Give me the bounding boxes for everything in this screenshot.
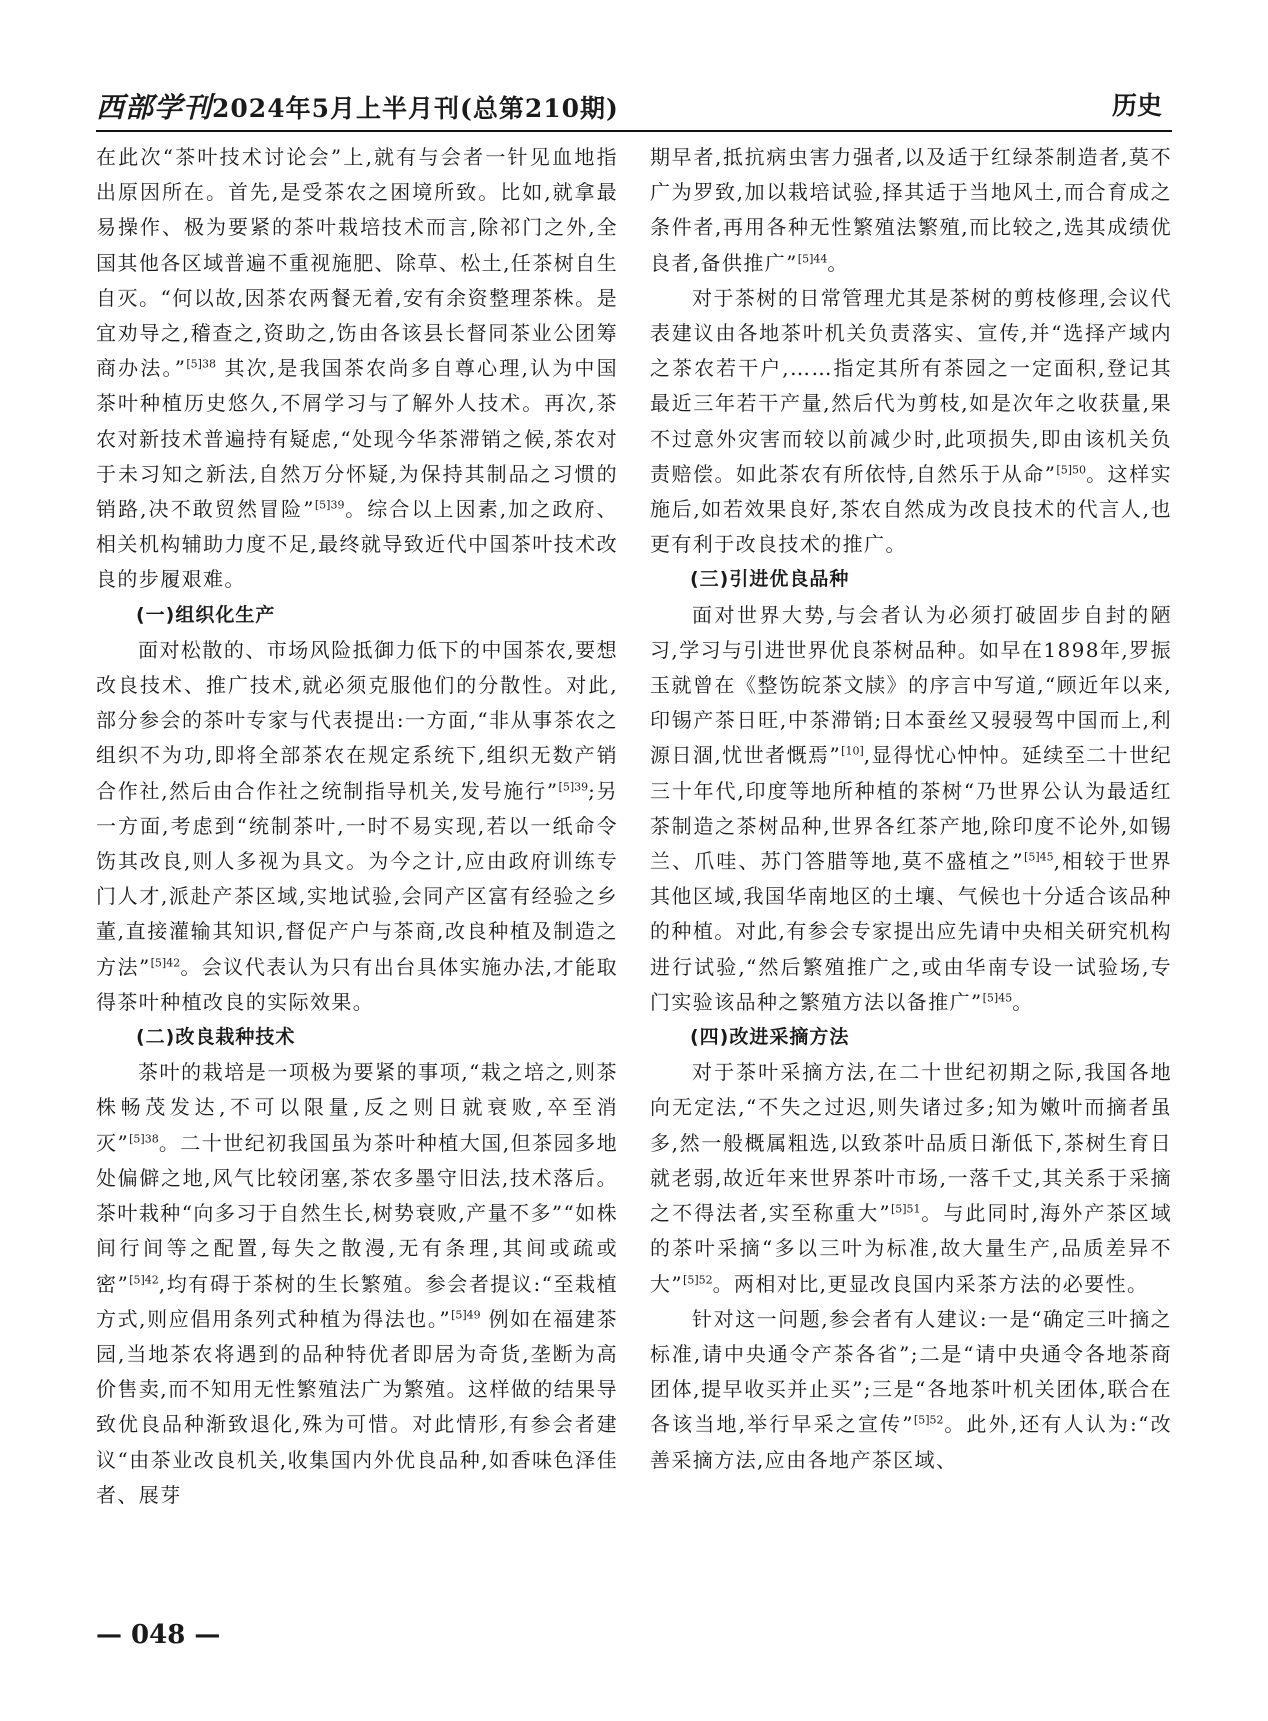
section-heading: (四)改进采摘方法 — [690, 1026, 850, 1049]
section-heading: (二)改良栽种技术 — [136, 1026, 296, 1049]
paragraph-text: 。与此同时,海外产茶区域的茶叶采摘“多以三叶为标准,故大量生产,品质差异不大” — [650, 1201, 1172, 1296]
running-header — [96, 86, 1172, 126]
paragraph-text: 茶叶的栽培是一项极为要紧的事项,“栽之培之,则茶株畅茂发达,不可以限量,反之则日就衰败,卒至消灭” — [96, 1060, 618, 1155]
citation-marker: [10] — [841, 744, 864, 758]
paragraph-text: 针对这一问题,参会者有人建议:一是“确定三叶摘之标准,请中央通令产茶各省”;二是“请中央通令各地茶商团体,提早收买并止买”;三是“各地茶叶机关团体,联合在各该当地,举行早采之宣传” — [650, 1306, 1172, 1437]
right-column — [650, 140, 1172, 1478]
page-number: — 048 — — [96, 1620, 221, 1650]
body-paragraph — [650, 281, 1172, 563]
body-paragraph — [96, 1055, 618, 1513]
paragraph-text: 。 — [827, 250, 849, 275]
journal-issue: 2024年5月上半月刊(总第210期) — [212, 94, 619, 123]
paragraph-text: ;另一方面,考虑到“统制茶叶,一时不易实现,若以一纸命令饬其改良,则人多视为具文。为今之计,应由政府训练专门人才,派赴产茶区域,实地试验,会同产区富有经验之乡董,直接灌输其知识,督促产户与茶商,改良种植及制造之方法” — [96, 778, 618, 979]
citation-marker: [5]49 — [451, 1308, 481, 1322]
body-paragraph — [96, 633, 618, 1020]
paragraph-text: 。综合以上因素,加之政府、相关机构辅助力度不足,最终就导致近代中国茶叶技术改良的步履艰难。 — [96, 497, 619, 592]
body-paragraph — [650, 598, 1172, 1020]
citation-marker: [5]38 — [129, 1132, 159, 1146]
paragraph-text: ,相较于世界其他区域,我国华南地区的土壤、气候也十分适合该品种的种植。对此,有参会专家提出应先请中央相关研究机构进行试验,“然后繁殖推广之,或由华南专设一试验场,专门实验该品种之繁殖方法以备推广” — [650, 849, 1172, 1014]
paragraph-text: 。两相对比,更显改良国内采茶方法的必要性。 — [712, 1271, 1149, 1296]
paragraph-text: 对于茶叶采摘方法,在二十世纪初期之际,我国各地向无定法,“不失之过迟,则失诸过多;知为嫩叶而摘者虽多,然一般概属粗选,以致茶叶品质日渐低下,茶树生育日就老弱,故近年来世界茶叶市场,一落千丈,其关系于采摘之不得法者,实至称重大” — [650, 1060, 1172, 1226]
citation-marker: [5]45 — [1024, 850, 1054, 864]
journal-title — [96, 86, 619, 126]
body-paragraph — [650, 1302, 1172, 1478]
section-heading: (一)组织化生产 — [136, 603, 276, 626]
paragraph-text: 在此次“茶叶技术讨论会”上,就有与会者一针见血地指出原因所在。首先,是受茶农之困境所致。比如,就拿最易操作、极为要紧的茶叶栽培技术而言,除祁门之外,全国其他各区域普遍不重视施肥、除草、松土,任茶树自生自灭。“何以故,因茶农两餐无着,安有余资整理茶株。是宜劝导之,稽查之,资助之,饬由各该县长督同茶业公团筹商办法。” — [96, 145, 618, 381]
citation-marker: [5]50 — [1056, 463, 1086, 477]
paragraph-text: 对于茶树的日常管理尤其是茶树的剪枝修理,会议代表建议由各地茶叶机关负责落实、宣传,并“选择产域内之茶农若干户,……指定其所有茶园之一定面积,登记其最近三年若干产量,然后代为剪枝,如是次年之收获量,果不过意外灾害而较以前减少时,此项损失,即由该机关负责赔偿。如此茶农有所依恃,自然乐于从命” — [650, 285, 1172, 486]
journal-brand: 西部学刊 — [96, 91, 213, 124]
citation-marker: [5]39 — [558, 780, 589, 793]
paragraph-text: 其次,是我国茶农尚多自尊心理,认为中国茶叶种植历史悠久,不屑学习与了解外人技术。再次,茶农对新技术普遍持有疑虑,“处现今华茶滞销之候,茶农对于未习知之新法,自然万分怀疑,为保持其制品之习惯的销路,决不敢贸然冒险” — [96, 356, 618, 522]
paragraph-text: 面对世界大势,与会者认为必须打破固步自封的陋习,学习与引进世界优良茶树品种。如早在1898年,罗振玉就曾在《整饬皖茶文牍》的序言中写道,“顾近年以来,印锡产茶日旺,中茶滞销;日本蚕丝又骎骎驾中国而上,利源日涸,忧世者慨焉” — [650, 602, 1172, 768]
body-paragraph — [96, 140, 618, 598]
section-heading: (三)引进优良品种 — [690, 568, 850, 591]
paragraph-text: 。此外,还有人认为:“改善采摘方法,应由各地产茶区域、 — [650, 1412, 1172, 1472]
paragraph-text: 。这样实施后,如若效果良好,茶农自然成为改良技术的代言人,也更有利于改良技术的推广。 — [650, 461, 1172, 557]
left-column — [96, 140, 618, 1513]
paragraph-text: 例如在福建茶园,当地茶农将遇到的品种特优者即居为奇货,垄断为高价售卖,而不知用无性繁殖法广为繁殖。这样做的结果导致优良品种渐致退化,殊为可惜。对此情形,有参会者建议“由茶业改良机关,收集国内外优良品种,如香味色泽佳者、展芽 — [96, 1306, 618, 1507]
citation-marker: [5]51 — [890, 1202, 921, 1216]
section-label: 历史 — [1111, 91, 1162, 120]
citation-marker: [5]52 — [913, 1413, 944, 1427]
paragraph-text: 。二十世纪初我国虽为茶叶种植大国,但茶园多地处偏僻之地,风气比较闭塞,茶农多墨守旧法,技术落后。茶叶栽种“向多习于自然生长,树势衰败,产量不多”“如株间行间等之配置,每失之散漫,无有条理,其间或疏或密” — [96, 1130, 618, 1296]
citation-marker: [5]38 — [186, 357, 216, 371]
body-paragraph — [650, 1055, 1172, 1301]
citation-marker: [5]42 — [150, 956, 181, 970]
paragraph-text: 。会议代表认为只有出台具体实施办法,才能取得茶叶种植改良的实际效果。 — [96, 954, 618, 1014]
citation-marker: [5]52 — [683, 1272, 713, 1286]
paragraph-text: ,显得忧心忡忡。延续至二十世纪三十年代,印度等地所种植的茶树“乃世界公认为最适红茶制造之茶树品种,世界各红茶产地,除印度不论外,如锡兰、爪哇、苏门答腊等地,莫不盛植之” — [650, 743, 1172, 874]
paragraph-text: 期早者,抵抗病虫害力强者,以及适于红绿茶制造者,莫不广为罗致,加以栽培试验,择其适于当地风土,而合育成之条件者,再用各种无性繁殖法繁殖,而比较之,选其成绩优良者,备供推广” — [650, 145, 1172, 275]
citation-marker: [5]39 — [314, 498, 345, 512]
header-rule — [96, 130, 1172, 132]
citation-marker: [5]42 — [129, 1272, 159, 1286]
citation-marker: [5]45 — [982, 991, 1013, 1005]
paragraph-text: 。 — [1012, 989, 1034, 1014]
citation-marker: [5]44 — [797, 251, 828, 265]
body-paragraph — [650, 140, 1172, 281]
paragraph-text: ,均有碍于茶树的生长繁殖。参会者提议:“至栽植方式,则应倡用条列式种植为得法也。” — [96, 1271, 618, 1331]
paragraph-text: 面对松散的、市场风险抵御力低下的中国茶农,要想改良技术、推广技术,就必须克服他们的分散性。对此,部分参会的茶叶专家与代表提出:一方面,“非从事茶农之组织不为功,即将全部茶农在规定系统下,组织无数产销合作社,然后由合作社之统制指导机关,发号施行” — [96, 637, 618, 803]
